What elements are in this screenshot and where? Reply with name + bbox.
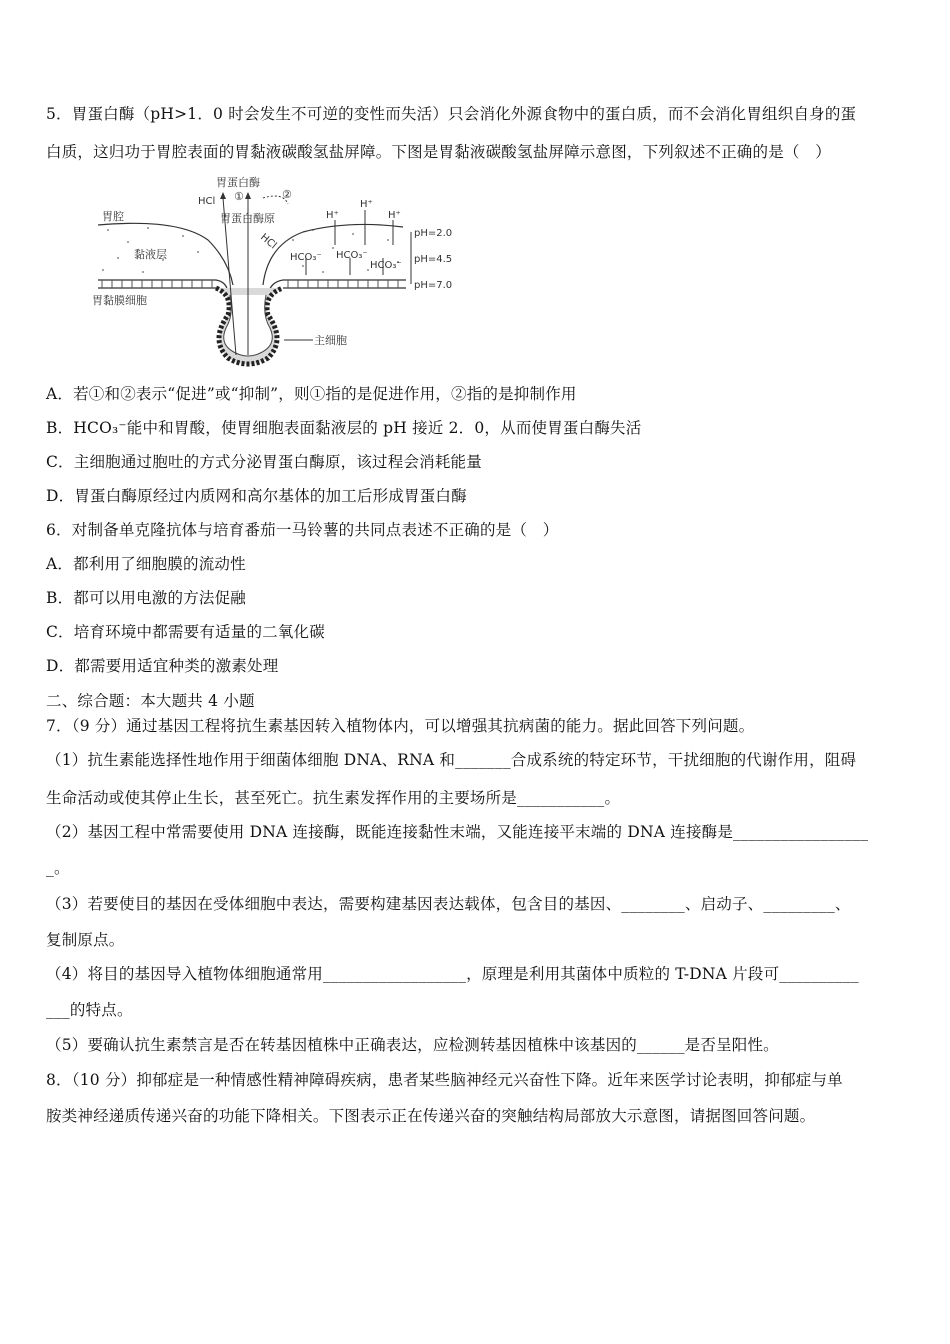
label-hcl-diag: HCl xyxy=(258,231,279,252)
q5-line2: 白质，这归功于胃腔表面的胃黏液碳酸氢盐屏障。下图是胃黏液碳酸氢盐屏障示意图，下列叙述不正确的是（ ） xyxy=(46,143,832,161)
q7-part4-line1: （4）将目的基因导入植物体细胞通常用__________________，原理是利用其菌体中质粒的 T-DNA 片段可__________ xyxy=(46,965,859,983)
q8-line1: 8．（10 分）抑郁症是一种情感性精神障碍疾病，患者某些脑神经元兴奋性下降。近年来医学讨论表明，抑郁症与单 xyxy=(46,1071,843,1089)
q5-option-d: D．胃蛋白酶原经过内质网和高尔基体的加工后形成胃蛋白酶 xyxy=(46,487,467,505)
label-pepsin: 胃蛋白酶 xyxy=(216,176,260,189)
q6-option-a: A．都利用了细胞膜的流动性 xyxy=(46,555,246,573)
label-h2: H⁺ xyxy=(360,199,373,210)
q7-part2-line1: （2）基因工程中常需要使用 DNA 连接酶，既能连接黏性末端，又能连接平末端的 DNA 连接酶是_________________ xyxy=(46,823,869,841)
q5-option-c: C．主细胞通过胞吐的方式分泌胃蛋白酶原，该过程会消耗能量 xyxy=(46,453,482,471)
q7-stem: 7．（9 分）通过基因工程将抗生素基因转入植物体内，可以增强其抗病菌的能力。据此回答下列问题。 xyxy=(46,717,755,735)
q7-part1-line2: 生命活动或使其停止生长，甚至死亡。抗生素发挥作用的主要场所是___________。 xyxy=(46,789,621,807)
gastric-barrier-figure xyxy=(88,170,468,370)
label-h3: H⁺ xyxy=(388,210,401,221)
label-mark2: ② xyxy=(282,188,292,201)
label-ph2: pH=4.5 xyxy=(414,254,453,265)
q7-part5: （5）要确认抗生素禁言是否在转基因植株中正确表达，应检测转基因植株中该基因的______是否呈阳性。 xyxy=(46,1036,779,1054)
label-ph1: pH=2.0 xyxy=(414,228,453,239)
q5-option-b: B．HCO₃⁻能中和胃酸，使胃细胞表面黏液层的 pH 接近 2．0，从而使胃蛋白酶失活 xyxy=(46,419,642,437)
label-hco3: HCO₃⁻ xyxy=(370,260,402,271)
label-hcl-top: HCl xyxy=(198,196,216,207)
q6-option-c: C．培育环境中都需要有适量的二氧化碳 xyxy=(46,623,325,641)
label-ph3: pH=7.0 xyxy=(414,280,453,291)
q7-part3-line1: （3）若要使目的基因在受体细胞中表达，需要构建基因表达载体，包含目的基因、________、启动子、_________、 xyxy=(46,895,851,913)
q8-line2: 胺类神经递质传递兴奋的功能下降相关。下图表示正在传递兴奋的突触结构局部放大示意图，请据图回答问题。 xyxy=(46,1107,816,1125)
q5-option-a: A．若①和②表示“促进”或“抑制”，则①指的是促进作用，②指的是抑制作用 xyxy=(46,385,577,403)
q6-stem: 6．对制备单克隆抗体与培育番茄一马铃薯的共同点表述不正确的是（ ） xyxy=(46,521,559,539)
label-lumen: 胃腔 xyxy=(102,210,124,223)
section-2-heading: 二、综合题：本大题共 4 小题 xyxy=(46,692,255,710)
label-chief-cell: 主细胞 xyxy=(314,334,347,347)
label-pepsinogen: 胃蛋白酶原 xyxy=(220,212,275,225)
q7-part4-line2: ___的特点。 xyxy=(46,1001,133,1019)
q7-part2-line2: _。 xyxy=(46,859,70,877)
q7-part1-line1: （1）抗生素能选择性地作用于细菌体细胞 DNA、RNA 和_______合成系统的特定环节，干扰细胞的代谢作用，阻碍 xyxy=(46,751,857,769)
label-h1: H⁺ xyxy=(326,210,339,221)
label-mucus: 黏液层 xyxy=(134,248,167,261)
q7-part3-line2: 复制原点。 xyxy=(46,931,125,949)
label-hco1: HCO₃⁻ xyxy=(290,252,322,263)
q6-option-d: D．都需要用适宜种类的激素处理 xyxy=(46,657,279,675)
label-mucosa: 胃黏膜细胞 xyxy=(92,294,147,307)
q5-line1: 5．胃蛋白酶（pH>1．0 时会发生不可逆的变性而失活）只会消化外源食物中的蛋白质，而不会消化胃组织自身的蛋 xyxy=(46,105,857,123)
q6-option-b: B．都可以用电激的方法促融 xyxy=(46,589,246,607)
label-hco2: HCO₃⁻ xyxy=(336,250,368,261)
label-mark1: ① xyxy=(234,190,244,203)
